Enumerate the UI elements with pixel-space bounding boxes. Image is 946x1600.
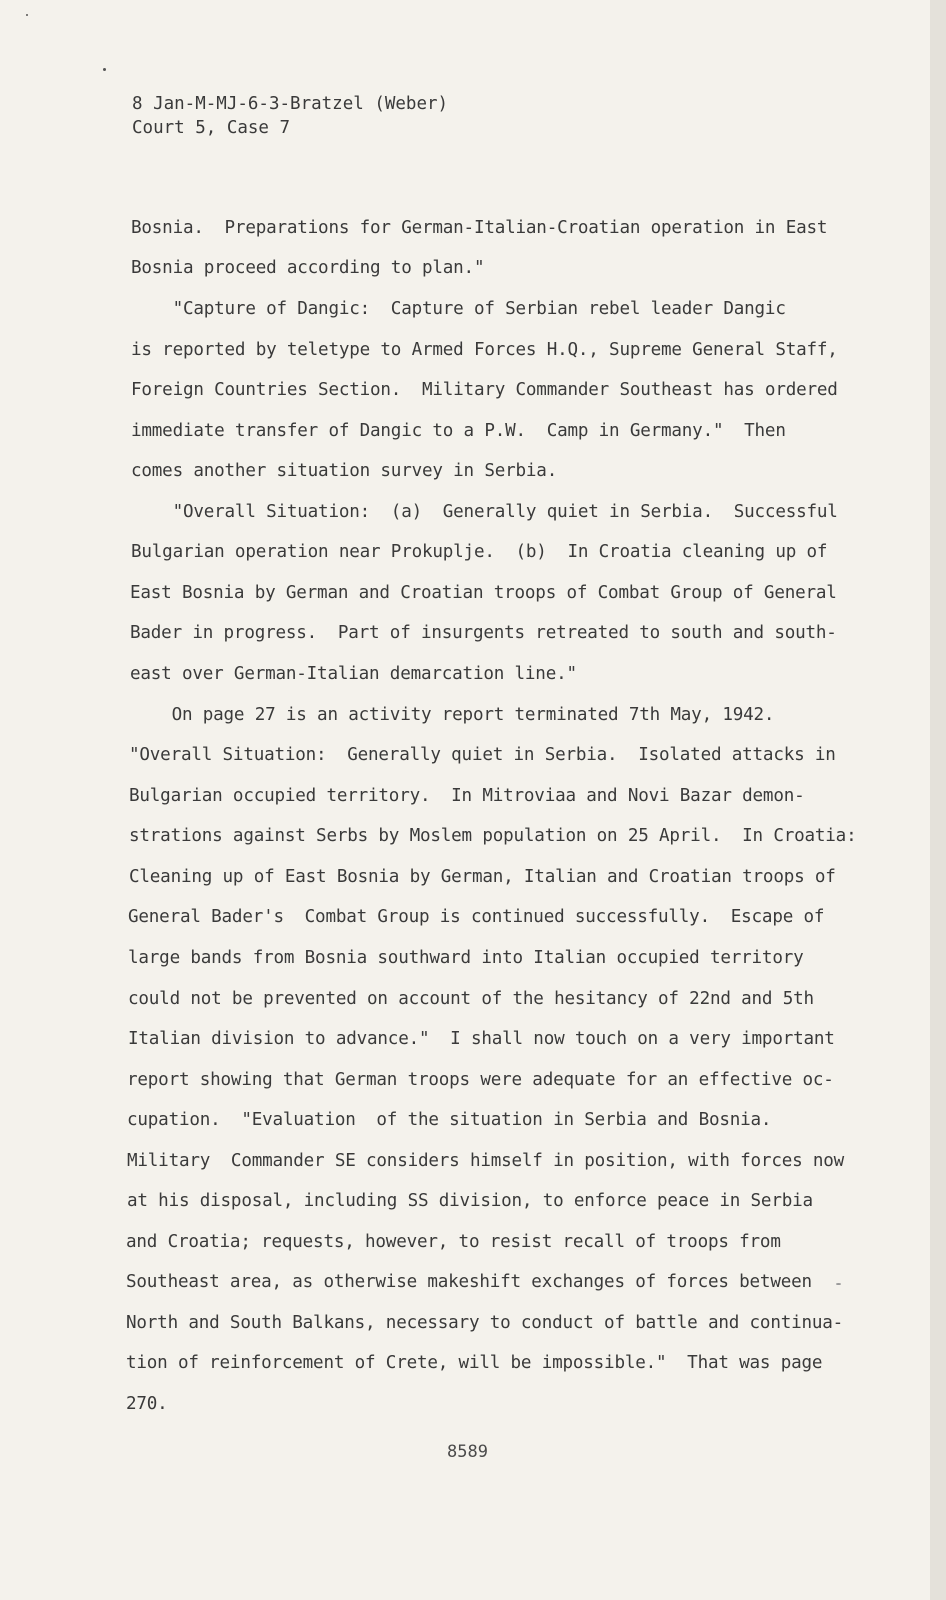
text-line: General Bader's Combat Group is continued successfully. Escape of [128,907,825,927]
text-line: "Overall Situation: (a) Generally quiet in Serbia. Successful [131,502,838,522]
text-line: immediate transfer of Dangic to a P.W. Camp in Germany." Then [131,421,786,441]
text-line: large bands from Bosnia southward into Italian occupied territory [128,948,804,968]
text-line: "Capture of Dangic: Capture of Serbian rebel leader Dangic [131,299,786,319]
text-line: report showing that German troops were adequate for an effective oc- [127,1070,834,1090]
header-line-2: Court 5, Case 7 [132,118,291,138]
text-line: East Bosnia by German and Croatian troops of Combat Group of General [130,583,837,603]
text-line: tion of reinforcement of Crete, will be impossible." That was page [126,1353,823,1373]
text-line: Military Commander SE considers himself in position, with forces now [127,1151,845,1171]
page-number: 8589 [447,1442,488,1462]
text-line: could not be prevented on account of the hesitancy of 22nd and 5th [128,989,814,1009]
text-line: Bulgarian operation near Prokuplje. (b) In Croatia cleaning up of [131,542,828,562]
text-line: east over German-Italian demarcation line." [130,664,577,684]
text-line: Bader in progress. Part of insurgents retreated to south and south- [130,623,837,643]
paper-speck [103,68,106,71]
header-line-1: 8 Jan-M-MJ-6-3-Bratzel (Weber) [132,94,449,114]
text-line: 270. [126,1394,168,1414]
text-line: Foreign Countries Section. Military Commander Southeast has ordered [131,380,838,400]
text-line: cupation. "Evaluation of the situation in Serbia and Bosnia. [127,1110,772,1130]
text-line: Southeast area, as otherwise makeshift exchanges of forces between [126,1272,812,1292]
text-line: Cleaning up of East Bosnia by German, Italian and Croatian troops of [129,867,836,887]
text-line: strations against Serbs by Moslem population on 25 April. In Croatia: [129,826,857,846]
text-line: Bosnia. Preparations for German-Italian-Croatian operation in East [131,218,828,238]
paper-speck [836,1283,841,1285]
text-line: "Overall Situation: Generally quiet in Serbia. Isolated attacks in [129,745,836,765]
document-header [132,92,448,140]
text-line: at his disposal, including SS division, to enforce peace in Serbia [127,1191,813,1211]
page-edge [930,0,946,1600]
text-line: comes another situation survey in Serbia. [131,461,558,481]
text-line: On page 27 is an activity report terminated 7th May, 1942. [130,705,775,725]
text-line: Bulgarian occupied territory. In Mitroviaa and Novi Bazar demon- [129,786,805,806]
text-line: North and South Balkans, necessary to conduct of battle and continua- [126,1313,844,1333]
text-line: is reported by teletype to Armed Forces H.Q., Supreme General Staff, [131,340,838,360]
text-line: Italian division to advance." I shall now touch on a very important [128,1029,835,1049]
text-line: Bosnia proceed according to plan." [131,258,485,278]
paper-speck [26,14,28,16]
text-line: and Croatia; requests, however, to resist recall of troops from [126,1232,781,1252]
